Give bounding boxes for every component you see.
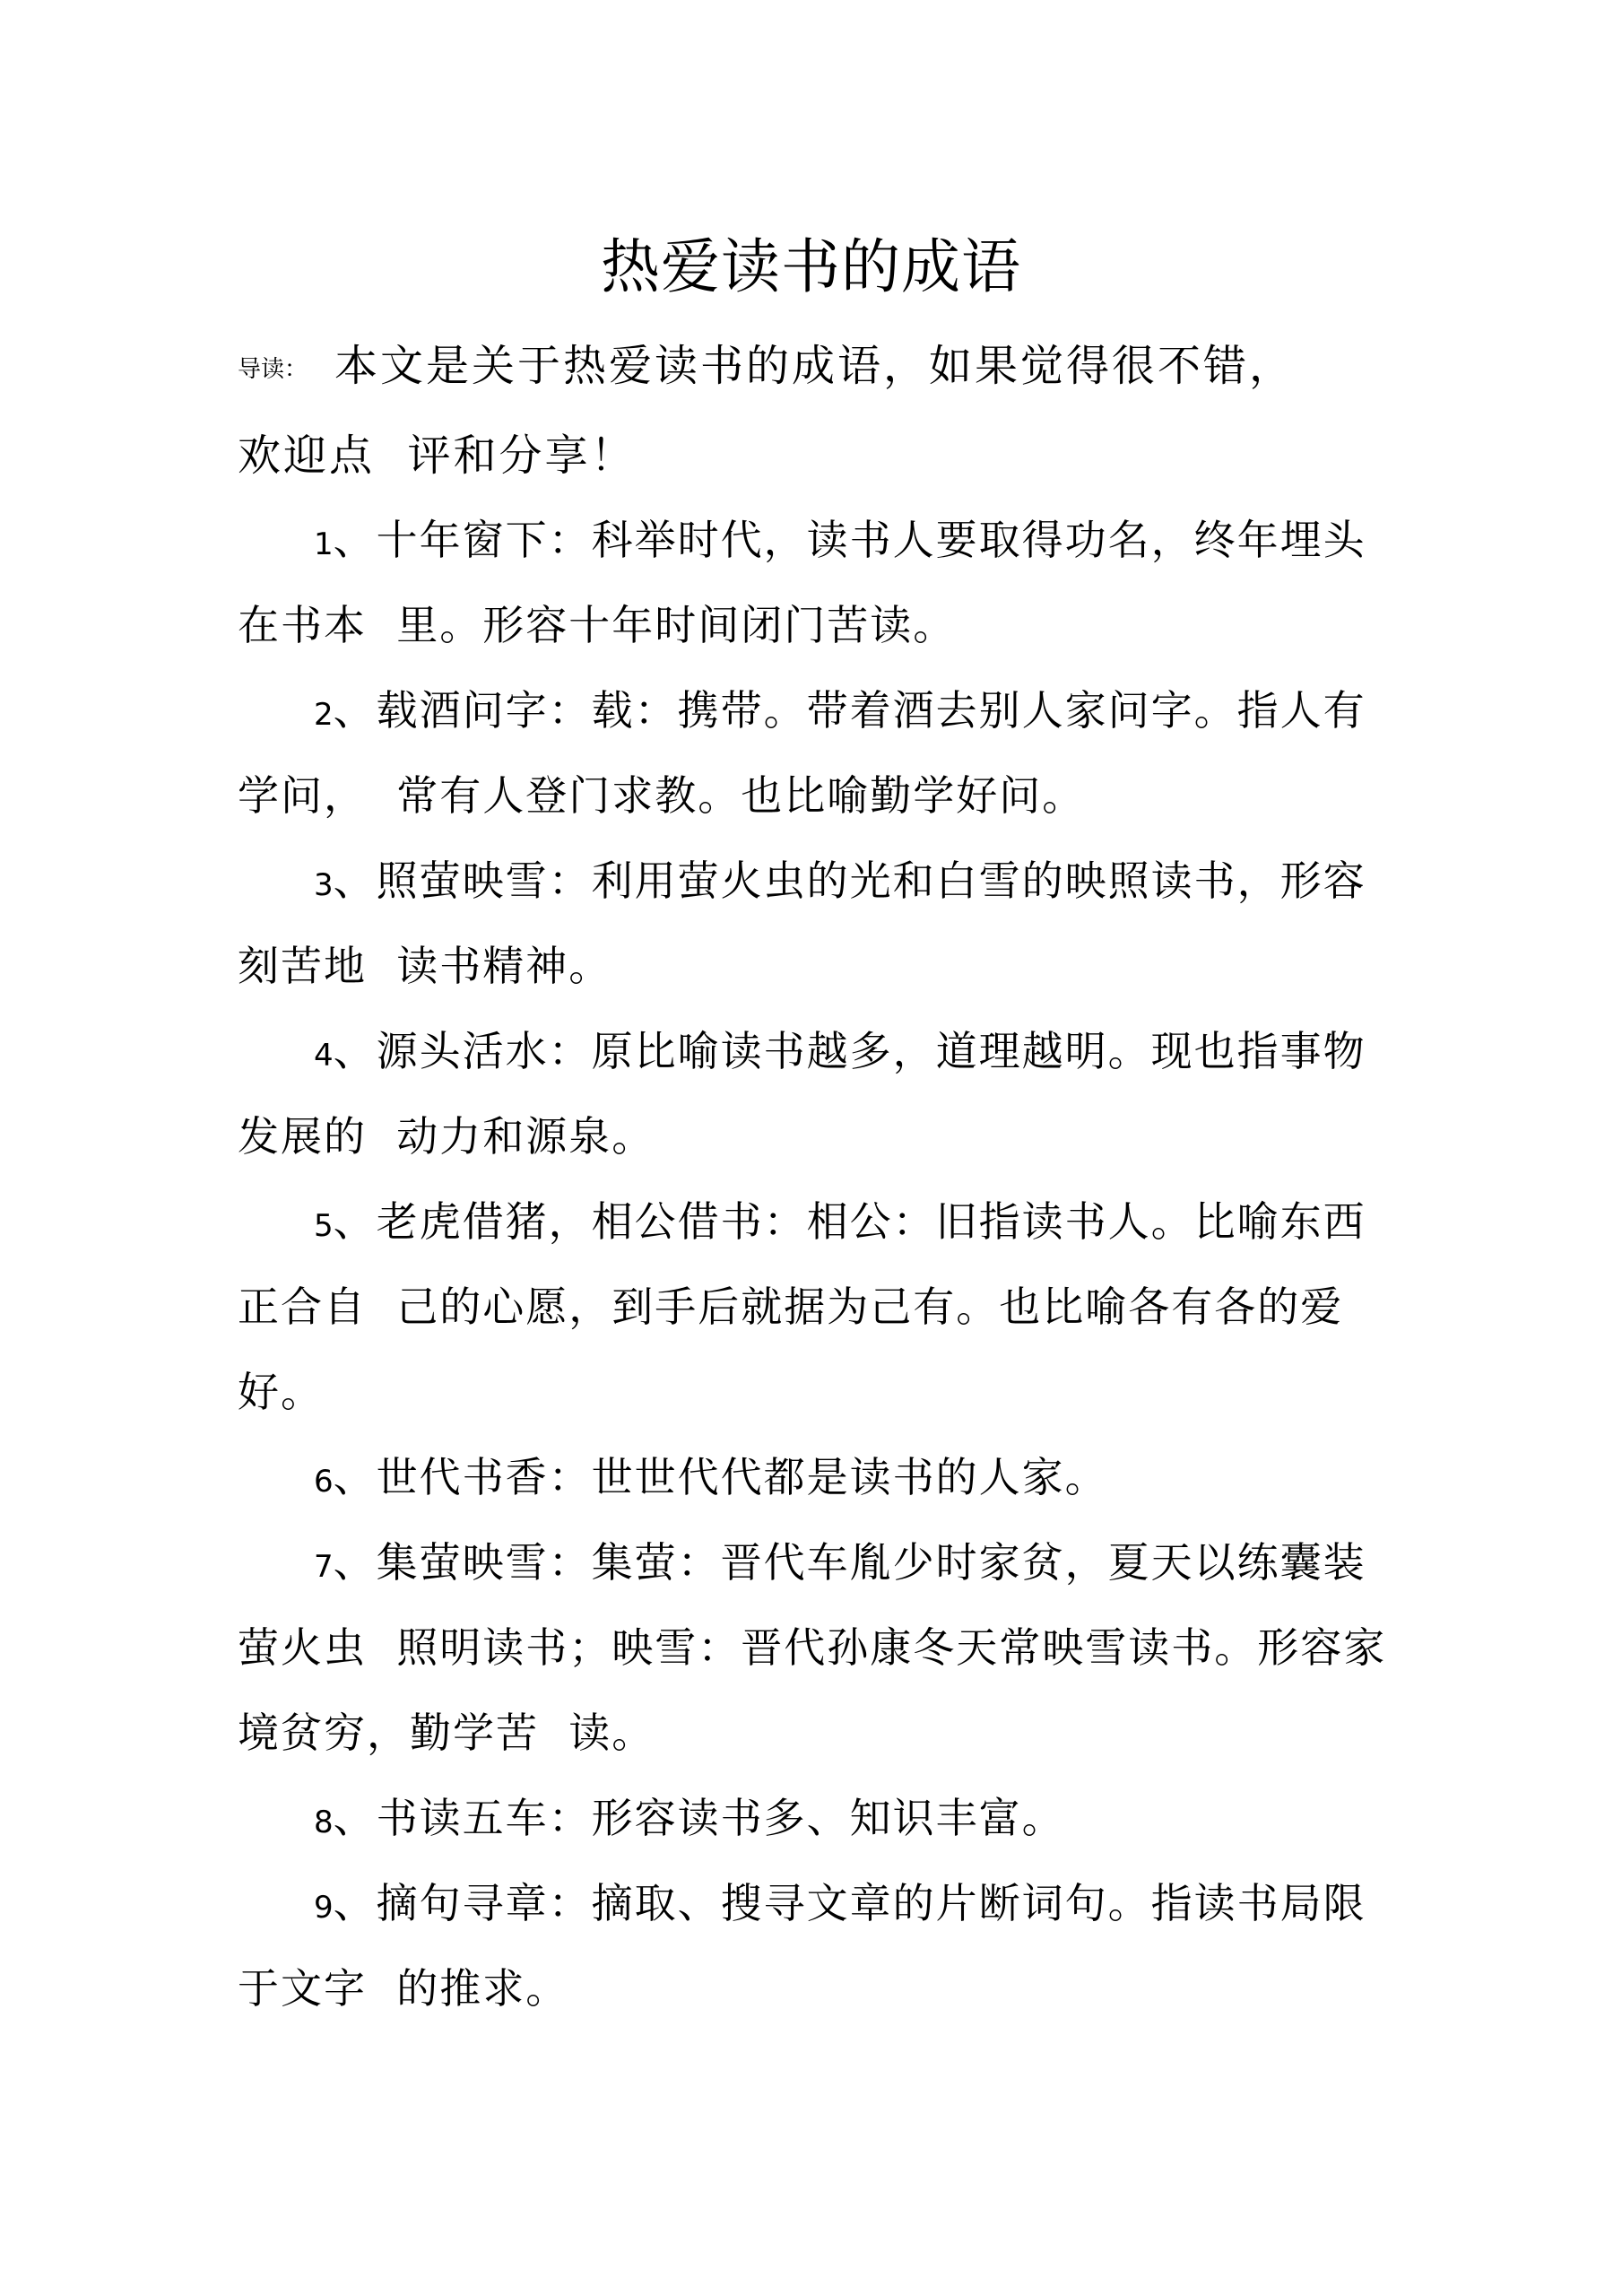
item-7-line-1 (314, 1535, 1366, 1594)
item-text: 老虎借猪，相公借书：相公：旧指读书人。比喻东西 (376, 1197, 1366, 1246)
item-5-line-2: 正合自 己的心愿，到手后就据为己有。也比喻各有各的爱 (238, 1283, 1344, 1331)
item-6-line-1 (314, 1450, 1108, 1509)
item-3-line-2: 刻苦地 读书精神。 (238, 942, 612, 990)
item-4-line-2: 发展的 动力和源泉。 (238, 1112, 655, 1161)
document-title: 热爱读书的成语 (601, 232, 1021, 301)
item-5-line-1 (314, 1195, 1366, 1253)
item-9-line-1 (314, 1876, 1366, 1935)
intro-line-2: 欢迎点 评和分享！ (238, 430, 637, 481)
item-3-line-1 (314, 854, 1366, 912)
item-separator: 、 (333, 1794, 377, 1842)
item-1-line-1 (314, 513, 1366, 571)
item-9-line-2: 于文字 的推求。 (238, 1964, 569, 2013)
item-2-line-1 (314, 683, 1366, 742)
item-text: 世代书香：世世代代都是读书的人家。 (376, 1453, 1108, 1501)
item-text: 集萤映雪：集萤：晋代车胤少时家贫，夏天以练囊装 (376, 1538, 1366, 1587)
item-separator: 、 (333, 857, 377, 905)
item-number: 9 (314, 1890, 334, 1926)
item-5-line-3: 好。 (238, 1368, 324, 1416)
intro-line-1 (238, 339, 1295, 396)
item-number: 3 (314, 867, 334, 903)
item-text: 照萤映雪：利用萤火虫的光和白雪的映照读书，形容 (376, 857, 1366, 905)
item-text: 书读五车：形容读书多、知识丰富。 (376, 1794, 1065, 1842)
item-1-line-2: 在书本 里。形容十年时间闭门苦读。 (238, 601, 957, 649)
item-7-line-3: 境贫穷，勤学苦 读。 (238, 1709, 655, 1757)
item-text: 载酒问字：载：携带。带着酒去别人家问字。指人有 (376, 686, 1366, 735)
item-separator: 、 (333, 1879, 377, 1927)
item-text: 源头活水：原比喻读书越多，道理越明。现也指事物 (376, 1027, 1366, 1075)
item-separator: 、 (333, 686, 377, 735)
item-separator: 、 (333, 1453, 377, 1501)
item-number: 1 (314, 526, 334, 562)
item-separator: 、 (333, 1538, 377, 1587)
item-text: 摘句寻章：摘取、搜寻文章的片断词句。指读书局限 (376, 1879, 1366, 1927)
item-number: 4 (314, 1038, 334, 1074)
intro-label: 导读： (238, 356, 308, 383)
item-number: 5 (314, 1208, 334, 1244)
item-separator: 、 (333, 516, 377, 564)
item-2-line-2: 学问， 常有人登门求教。也比喻勤学好问。 (238, 771, 1086, 820)
item-8-line-1 (314, 1791, 1065, 1849)
item-number: 2 (314, 697, 334, 733)
item-text: 十年窗下：科举时代，读书人要取得功名，终年埋头 (376, 516, 1366, 564)
item-number: 8 (314, 1805, 334, 1840)
item-4-line-1 (314, 1024, 1366, 1083)
item-separator: 、 (333, 1027, 377, 1075)
item-separator: 、 (333, 1197, 377, 1246)
item-number: 7 (314, 1549, 334, 1585)
item-number: 6 (314, 1464, 334, 1500)
intro-text-1: 本文是关于热爱读书的成语，如果觉得很不错， (334, 341, 1296, 391)
item-7-line-2: 萤火虫 照明读书；映雪：晋代孙康冬天常映雪读书。形容家 (238, 1623, 1387, 1672)
